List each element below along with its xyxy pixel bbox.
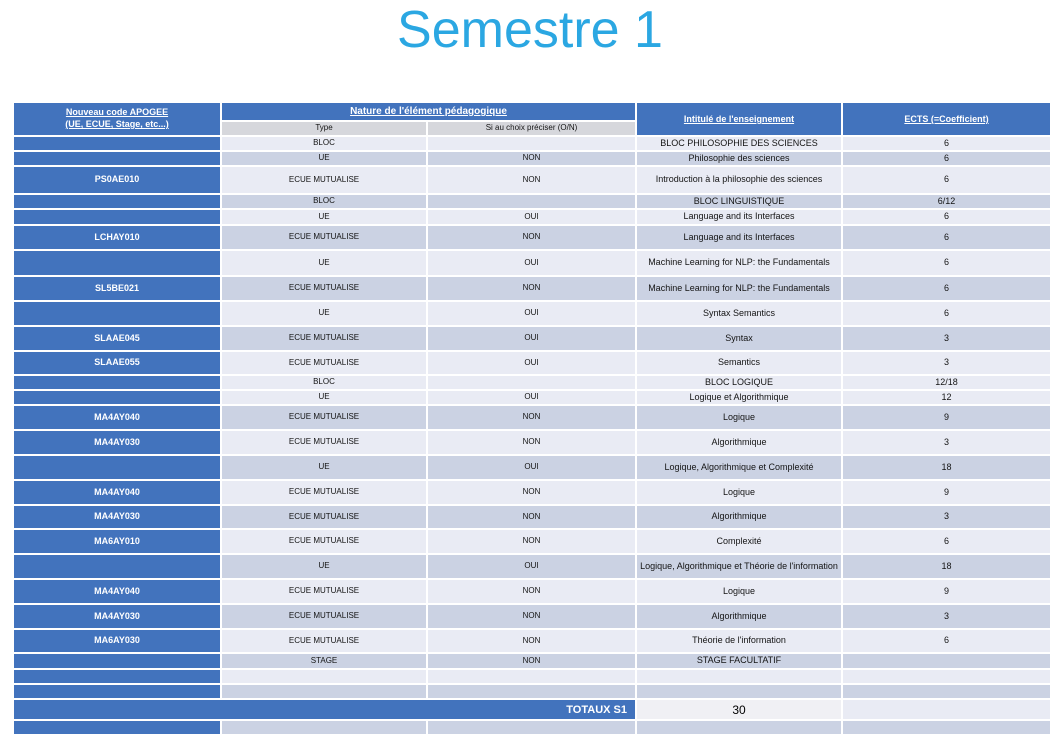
intitule-cell [637, 685, 841, 698]
ects-cell: 6 [843, 152, 1050, 165]
intitule-cell [637, 721, 841, 734]
apogee-code-cell: PS0AE010 [14, 167, 220, 193]
ects-cell: 6 [843, 137, 1050, 150]
apogee-code-cell: MA4AY040 [14, 481, 220, 504]
table-row [14, 431, 1050, 454]
ects-cell: 6 [843, 530, 1050, 553]
choix-cell [428, 685, 635, 698]
ects-cell: 6 [843, 630, 1050, 652]
ects-cell: 18 [843, 555, 1050, 578]
type-cell: ECUE MUTUALISE [222, 530, 426, 553]
choix-cell: NON [428, 152, 635, 165]
type-cell: UE [222, 555, 426, 578]
header-intitule: Intitulé de l'enseignement [637, 103, 841, 135]
table-row [14, 580, 1050, 603]
apogee-code-cell: MA4AY030 [14, 506, 220, 528]
ects-cell: 12 [843, 391, 1050, 404]
ects-cell: 3 [843, 431, 1050, 454]
type-cell [222, 670, 426, 683]
choix-cell [428, 376, 635, 389]
ects-cell: 3 [843, 605, 1050, 628]
ects-cell [843, 685, 1050, 698]
apogee-code-cell [14, 670, 220, 683]
choix-cell: NON [428, 431, 635, 454]
apogee-code-cell: MA6AY010 [14, 530, 220, 553]
choix-cell: NON [428, 580, 635, 603]
type-cell: UE [222, 302, 426, 325]
choix-cell: OUI [428, 251, 635, 275]
apogee-code-cell: MA4AY030 [14, 431, 220, 454]
choix-cell [428, 137, 635, 150]
table-row [14, 654, 1050, 668]
ects-cell [843, 700, 1050, 719]
apogee-code-cell [14, 555, 220, 578]
intitule-cell: Logique [637, 406, 841, 429]
header-choix: Si au choix préciser (O/N) [428, 122, 635, 135]
choix-cell: OUI [428, 352, 635, 374]
choix-cell: OUI [428, 327, 635, 350]
apogee-code-cell [14, 152, 220, 165]
table-row [14, 670, 1050, 683]
choix-cell: OUI [428, 391, 635, 404]
intitule-cell: Machine Learning for NLP: the Fundamentals [637, 277, 841, 300]
type-cell: ECUE MUTUALISE [222, 580, 426, 603]
choix-cell: NON [428, 506, 635, 528]
intitule-cell: BLOC LOGIQUE [637, 376, 841, 389]
choix-cell [428, 195, 635, 208]
ects-cell: 12/18 [843, 376, 1050, 389]
table-row [14, 251, 1050, 275]
ects-cell: 9 [843, 481, 1050, 504]
intitule-cell: Machine Learning for NLP: the Fundamentals [637, 251, 841, 275]
apogee-code-cell [14, 391, 220, 404]
table-row [14, 685, 1050, 698]
intitule-cell: Syntax Semantics [637, 302, 841, 325]
table-row [14, 226, 1050, 249]
table-row [14, 391, 1050, 404]
intitule-cell [637, 670, 841, 683]
header-apogee-code-line2: (UE, ECUE, Stage, etc...) [65, 119, 169, 129]
type-cell: ECUE MUTUALISE [222, 406, 426, 429]
intitule-cell: Language and its Interfaces [637, 226, 841, 249]
ects-cell: 3 [843, 327, 1050, 350]
choix-cell: OUI [428, 555, 635, 578]
type-cell: ECUE MUTUALISE [222, 167, 426, 193]
type-cell: UE [222, 152, 426, 165]
type-cell: BLOC [222, 376, 426, 389]
intitule-cell: Logique, Algorithmique et Théorie de l'information [637, 555, 841, 578]
intitule-cell: Algorithmique [637, 506, 841, 528]
ects-cell: 9 [843, 580, 1050, 603]
apogee-code-cell [14, 456, 220, 479]
type-cell [222, 721, 426, 734]
semester-table [14, 103, 1050, 736]
type-cell [222, 685, 426, 698]
table-row [14, 530, 1050, 553]
ects-cell: 3 [843, 506, 1050, 528]
intitule-cell: Logique [637, 481, 841, 504]
table-row [14, 456, 1050, 479]
apogee-code-cell: LCHAY010 [14, 226, 220, 249]
ects-cell: 6 [843, 167, 1050, 193]
type-cell: STAGE [222, 654, 426, 668]
type-cell: ECUE MUTUALISE [222, 327, 426, 350]
ects-cell: 6 [843, 251, 1050, 275]
type-cell: ECUE MUTUALISE [222, 352, 426, 374]
apogee-code-cell [14, 137, 220, 150]
ects-cell [843, 721, 1050, 734]
ects-cell: 6 [843, 277, 1050, 300]
choix-cell: NON [428, 630, 635, 652]
table-row [14, 195, 1050, 208]
apogee-code-cell [14, 654, 220, 668]
ects-cell: 6 [843, 210, 1050, 224]
table-row [14, 481, 1050, 504]
choix-cell: NON [428, 226, 635, 249]
intitule-cell: Théorie de l'information [637, 630, 841, 652]
table-row [14, 555, 1050, 578]
apogee-code-cell: SLAAE045 [14, 327, 220, 350]
intitule-cell: BLOC LINGUISTIQUE [637, 195, 841, 208]
type-cell: ECUE MUTUALISE [222, 481, 426, 504]
table-row [14, 605, 1050, 628]
page-title: Semestre 1 [397, 1, 663, 59]
choix-cell: OUI [428, 302, 635, 325]
ects-cell: 18 [843, 456, 1050, 479]
header-apogee-code-line1: Nouveau code APOGEE [65, 107, 169, 118]
table-row [14, 152, 1050, 165]
type-cell: ECUE MUTUALISE [222, 431, 426, 454]
intitule-cell: Introduction à la philosophie des sciences [637, 167, 841, 193]
choix-cell: NON [428, 406, 635, 429]
choix-cell: NON [428, 277, 635, 300]
table-row [14, 137, 1050, 150]
table-row [14, 376, 1050, 389]
choix-cell [428, 721, 635, 734]
apogee-code-cell [14, 376, 220, 389]
ects-cell: 6/12 [843, 195, 1050, 208]
choix-cell: NON [428, 167, 635, 193]
header-type: Type [222, 122, 426, 135]
apogee-code-cell [14, 721, 220, 734]
table-row [14, 406, 1050, 429]
table-row [14, 327, 1050, 350]
table-row [14, 302, 1050, 325]
apogee-code-cell: MA4AY040 [14, 580, 220, 603]
intitule-cell: Logique [637, 580, 841, 603]
intitule-cell: Syntax [637, 327, 841, 350]
type-cell: BLOC [222, 137, 426, 150]
apogee-code-cell [14, 251, 220, 275]
table-header [14, 103, 1050, 135]
apogee-code-cell [14, 210, 220, 224]
choix-cell: NON [428, 481, 635, 504]
intitule-cell: Complexité [637, 530, 841, 553]
table-body [14, 137, 1050, 734]
type-cell: UE [222, 456, 426, 479]
choix-cell: OUI [428, 210, 635, 224]
apogee-code-cell: SLAAE055 [14, 352, 220, 374]
ects-cell: 6 [843, 302, 1050, 325]
apogee-code-cell: SL5BE021 [14, 277, 220, 300]
type-cell: UE [222, 391, 426, 404]
choix-cell [428, 670, 635, 683]
intitule-cell: Philosophie des sciences [637, 152, 841, 165]
header-nature: Nature de l'élément pédagogique [222, 103, 635, 120]
table-row [14, 630, 1050, 652]
table-row [14, 167, 1050, 193]
type-cell: BLOC [222, 195, 426, 208]
apogee-code-cell: MA6AY030 [14, 630, 220, 652]
ects-cell: 9 [843, 406, 1050, 429]
intitule-cell: BLOC PHILOSOPHIE DES SCIENCES [637, 137, 841, 150]
intitule-cell: Algorithmique [637, 431, 841, 454]
ects-cell [843, 654, 1050, 668]
ects-cell: 3 [843, 352, 1050, 374]
ects-cell: 6 [843, 226, 1050, 249]
apogee-code-cell [14, 302, 220, 325]
apogee-code-cell: MA4AY040 [14, 406, 220, 429]
header-ects: ECTS (=Coefficient) [843, 103, 1050, 135]
intitule-cell: Algorithmique [637, 605, 841, 628]
type-cell: ECUE MUTUALISE [222, 630, 426, 652]
table-row [14, 210, 1050, 224]
choix-cell: OUI [428, 456, 635, 479]
table-row [14, 721, 1050, 734]
choix-cell: NON [428, 605, 635, 628]
type-cell: UE [222, 210, 426, 224]
table-row [14, 506, 1050, 528]
header-apogee-code [14, 103, 220, 135]
choix-cell: NON [428, 530, 635, 553]
table-row [14, 700, 1050, 719]
table-row [14, 352, 1050, 374]
ects-cell [843, 670, 1050, 683]
type-cell: ECUE MUTUALISE [222, 226, 426, 249]
choix-cell: NON [428, 654, 635, 668]
totals-label: TOTAUX S1 [14, 700, 635, 719]
intitule-cell: Semantics [637, 352, 841, 374]
type-cell: ECUE MUTUALISE [222, 277, 426, 300]
apogee-code-cell: MA4AY030 [14, 605, 220, 628]
intitule-cell: Logique et Algorithmique [637, 391, 841, 404]
intitule-cell: STAGE FACULTATIF [637, 654, 841, 668]
intitule-cell: Language and its Interfaces [637, 210, 841, 224]
type-cell: ECUE MUTUALISE [222, 605, 426, 628]
intitule-cell: Logique, Algorithmique et Complexité [637, 456, 841, 479]
type-cell: UE [222, 251, 426, 275]
totals-value: 30 [637, 700, 841, 719]
table-row [14, 277, 1050, 300]
apogee-code-cell [14, 195, 220, 208]
type-cell: ECUE MUTUALISE [222, 506, 426, 528]
apogee-code-cell [14, 685, 220, 698]
